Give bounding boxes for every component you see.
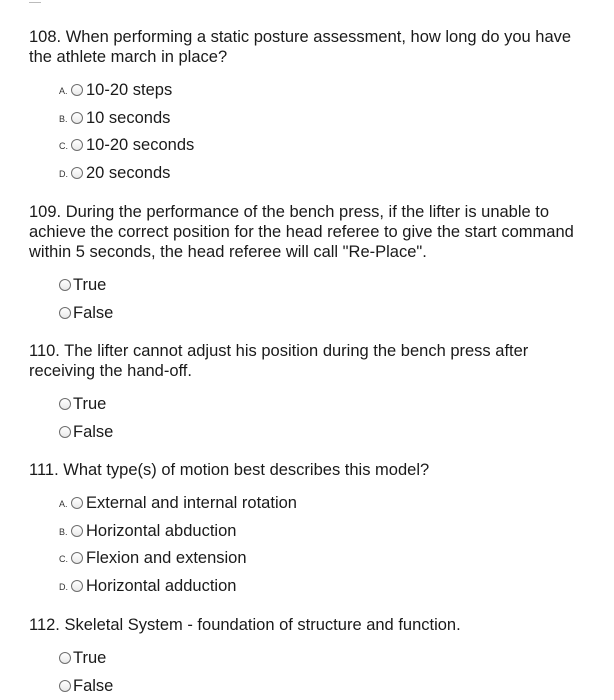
option-label: Horizontal abduction: [86, 521, 237, 540]
option-list: [29, 390, 599, 445]
option-label: False: [73, 303, 114, 322]
question-text: 112. Skeletal System - foundation of structure and function.: [29, 616, 461, 634]
radio-button[interactable]: [71, 525, 83, 537]
option-c[interactable]: [29, 131, 599, 159]
option-letter: B.: [59, 113, 68, 124]
radio-button[interactable]: [59, 680, 71, 692]
option-c[interactable]: [29, 544, 599, 572]
option-label: True: [73, 394, 107, 413]
option-false[interactable]: [29, 418, 599, 446]
option-a[interactable]: [29, 489, 599, 517]
question-110: [29, 341, 599, 445]
question-111: [29, 460, 599, 600]
option-true[interactable]: [29, 644, 599, 672]
radio-button[interactable]: [71, 552, 83, 564]
option-label: 10 seconds: [86, 108, 171, 127]
option-list: [29, 76, 599, 187]
radio-button[interactable]: [59, 398, 71, 410]
question-112: [29, 615, 599, 699]
option-label: True: [73, 648, 107, 667]
radio-button[interactable]: [71, 497, 83, 509]
option-false[interactable]: [29, 299, 599, 327]
option-label: 20 seconds: [86, 163, 171, 182]
radio-button[interactable]: [71, 139, 83, 151]
option-label: External and internal rotation: [86, 493, 297, 512]
option-letter: C.: [59, 141, 68, 152]
option-label: False: [73, 676, 114, 695]
option-list: [29, 489, 599, 600]
question-text: 110. The lifter cannot adjust his position during the bench press after receiving the hand-off.: [29, 342, 529, 380]
option-letter: B.: [59, 526, 68, 537]
question-text: 111. What type(s) of motion best describes this model?: [29, 461, 430, 479]
option-letter: D.: [59, 169, 68, 180]
option-false[interactable]: [29, 672, 599, 700]
radio-button[interactable]: [59, 279, 71, 291]
option-letter: D.: [59, 582, 68, 593]
option-label: Horizontal adduction: [86, 576, 237, 595]
option-letter: C.: [59, 554, 68, 565]
radio-button[interactable]: [59, 652, 71, 664]
option-a[interactable]: [29, 76, 599, 104]
cropped-option-remnant: [29, 0, 41, 3]
option-true[interactable]: [29, 271, 599, 299]
radio-button[interactable]: [71, 167, 83, 179]
option-list: [29, 271, 599, 326]
radio-button[interactable]: [59, 426, 71, 438]
option-b[interactable]: [29, 104, 599, 132]
option-label: True: [73, 275, 107, 294]
option-letter: A.: [59, 499, 68, 509]
question-text: 109. During the performance of the bench press, if the lifter is unable to achieve the correct position for the head referee to give the start command within 5 seconds, the head referee will call "Re-Place".: [29, 203, 574, 261]
option-list: [29, 644, 599, 699]
option-b[interactable]: [29, 517, 599, 545]
radio-button[interactable]: [71, 580, 83, 592]
radio-button[interactable]: [71, 84, 83, 96]
option-d[interactable]: [29, 572, 599, 600]
option-true[interactable]: [29, 390, 599, 418]
option-letter: A.: [59, 86, 68, 96]
radio-button[interactable]: [71, 112, 83, 124]
option-label: Flexion and extension: [86, 549, 247, 568]
question-109: [29, 202, 599, 326]
option-label: 10-20 seconds: [86, 136, 195, 155]
question-108: [29, 27, 599, 187]
question-text: 108. When performing a static posture assessment, how long do you have the athlete march in place?: [29, 28, 572, 66]
radio-button[interactable]: [59, 307, 71, 319]
option-label: False: [73, 422, 114, 441]
option-d[interactable]: [29, 159, 599, 187]
option-label: 10-20 steps: [86, 80, 173, 99]
